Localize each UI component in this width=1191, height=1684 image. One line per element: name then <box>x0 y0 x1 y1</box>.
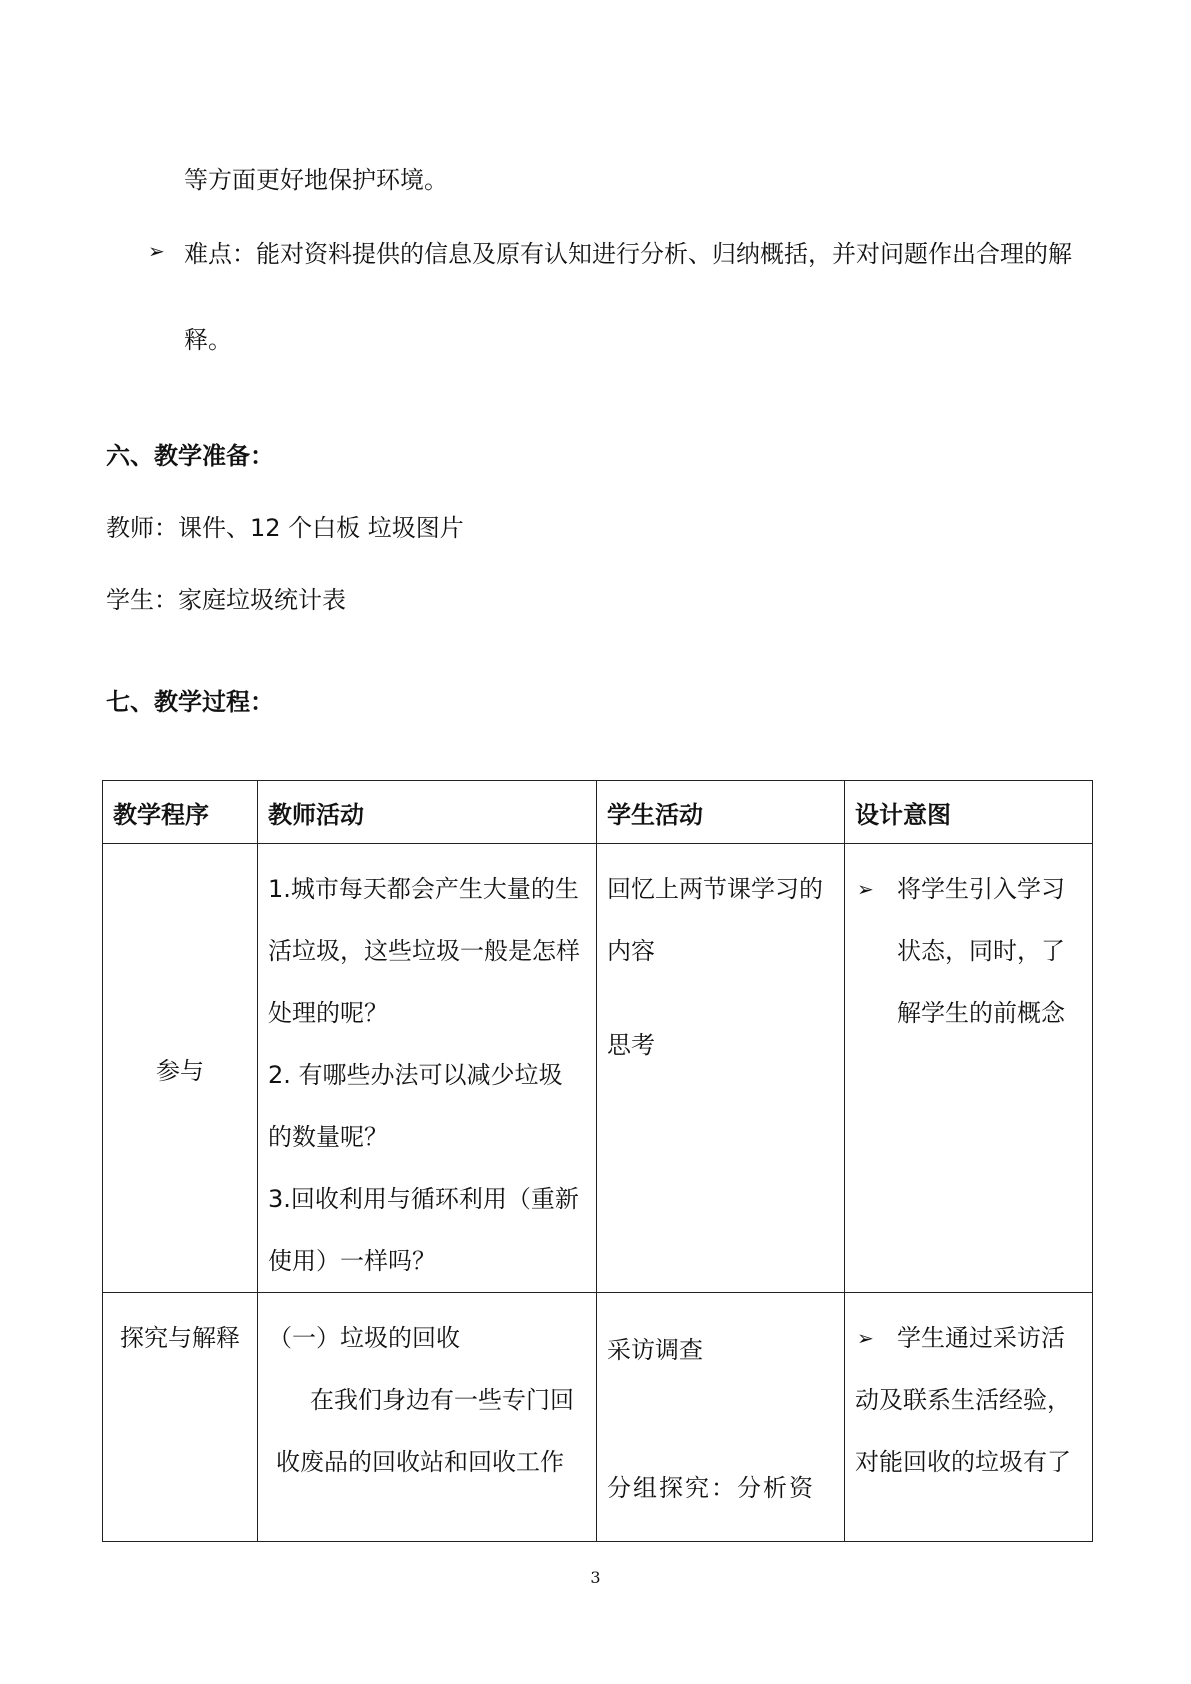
teacher-line: 使用）一样吗？ <box>268 1247 436 1275</box>
stage-label: 探究与解释 <box>120 1324 240 1352</box>
student-line: 采访调查 <box>607 1336 703 1364</box>
teacher-line: 在我们身边有一些专门回 <box>310 1386 574 1414</box>
student-line: 分组探究：分析资 <box>607 1474 815 1502</box>
intent-line: 状态，同时，了 <box>897 937 1065 965</box>
stage-cell <box>103 844 258 1293</box>
arrow-bullet-icon: ➢ <box>857 1326 874 1350</box>
teacher-line: 3.回收利用与循环利用（重新 <box>268 1185 579 1213</box>
student-line: 回忆上两节课学习的 <box>607 875 823 903</box>
design-intent-cell <box>845 1293 1093 1542</box>
student-activity-cell <box>597 1293 845 1542</box>
design-intent-cell <box>845 844 1093 1293</box>
arrow-bullet-icon: ➢ <box>148 239 165 263</box>
intent-line: 动及联系生活经验， <box>855 1386 1071 1414</box>
student-line: 思考 <box>607 1031 655 1059</box>
section6-heading: 六、教学准备： <box>106 442 274 470</box>
intent-line: ➢ 将学生引入学习 <box>855 858 1082 920</box>
arrow-bullet-icon: ➢ <box>857 877 874 901</box>
header-teacher-activity: 教师活动 <box>258 781 597 844</box>
page-number: 3 <box>590 1568 601 1587</box>
teacher-activity-cell <box>258 1293 597 1542</box>
header-design-intent: 设计意图 <box>845 781 1093 844</box>
stage-cell <box>103 1293 258 1542</box>
key-point-continuation: 等方面更好地保护环境。 <box>184 166 448 194</box>
intent-line: ➢ 学生通过采访活 <box>855 1307 1082 1369</box>
stage-label: 参与 <box>156 1056 204 1085</box>
teacher-line: 的数量呢？ <box>268 1123 388 1151</box>
teacher-line: 收废品的回收站和回收工作 <box>276 1448 564 1476</box>
student-line: 内容 <box>607 937 655 965</box>
header-stage: 教学程序 <box>103 781 258 844</box>
teacher-preparation: 教师：课件、12 个白板 垃圾图片 <box>106 514 464 542</box>
teacher-line: 1.城市每天都会产生大量的生 <box>268 875 579 903</box>
table-row <box>103 844 1093 1293</box>
table-row <box>103 1293 1093 1542</box>
teacher-line: 2. 有哪些办法可以减少垃圾 <box>268 1061 563 1089</box>
intent-line: 对能回收的垃圾有了 <box>855 1448 1071 1476</box>
student-preparation: 学生：家庭垃圾统计表 <box>106 586 346 614</box>
table-header-row <box>103 781 1093 844</box>
teacher-line: 活垃圾，这些垃圾一般是怎样 <box>268 937 580 965</box>
section7-heading: 七、教学过程： <box>106 688 274 716</box>
intent-line: 解学生的前概念 <box>897 999 1065 1027</box>
teacher-line: 处理的呢？ <box>268 999 388 1027</box>
teaching-process-table <box>102 780 1093 1542</box>
difficulty-line-2: 释。 <box>184 326 232 354</box>
teacher-activity-cell <box>258 844 597 1293</box>
header-student-activity: 学生活动 <box>597 781 845 844</box>
teacher-line: （一）垃圾的回收 <box>268 1324 460 1352</box>
difficulty-line-1: 难点：能对资料提供的信息及原有认知进行分析、归纳概括，并对问题作出合理的解 <box>184 240 1072 268</box>
student-activity-cell <box>597 844 845 1293</box>
